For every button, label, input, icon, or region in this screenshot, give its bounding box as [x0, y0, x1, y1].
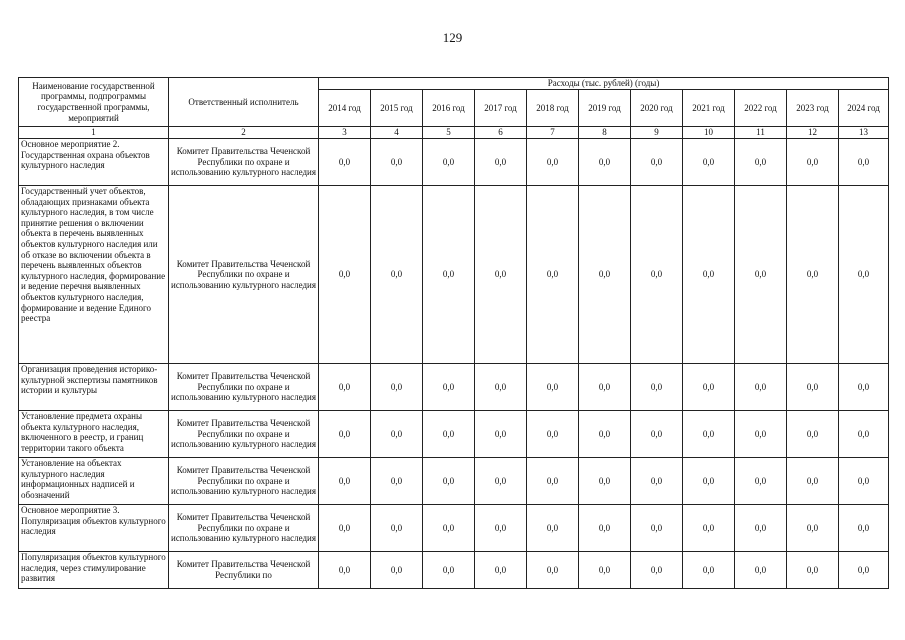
row-expense-value: 0,0 [839, 552, 889, 589]
table-row [19, 552, 889, 589]
row-expense-value: 0,0 [371, 411, 423, 458]
row-expense-value: 0,0 [527, 139, 579, 186]
row-expense-value: 0,0 [735, 505, 787, 552]
row-expense-value: 0,0 [423, 186, 475, 364]
row-expense-value: 0,0 [319, 505, 371, 552]
row-expense-value: 0,0 [371, 364, 423, 411]
column-number: 12 [787, 127, 839, 139]
row-expense-value: 0,0 [787, 139, 839, 186]
table-row [19, 411, 889, 458]
row-expense-value: 0,0 [735, 552, 787, 589]
row-expense-value: 0,0 [527, 505, 579, 552]
row-expense-value: 0,0 [631, 458, 683, 505]
row-responsible: Комитет Правительства Чеченской Республики по охране и использованию культурного наследия [169, 411, 319, 458]
row-expense-value: 0,0 [839, 186, 889, 364]
row-expense-value: 0,0 [319, 458, 371, 505]
column-number: 13 [839, 127, 889, 139]
column-number: 3 [319, 127, 371, 139]
row-responsible: Комитет Правительства Чеченской Республики по охране и использованию культурного наследия [169, 458, 319, 505]
row-activity-name: Организация проведения историко-культурной экспертизы памятников истории и культуры [19, 364, 169, 411]
row-expense-value: 0,0 [579, 458, 631, 505]
row-expense-value: 0,0 [579, 505, 631, 552]
row-expense-value: 0,0 [423, 458, 475, 505]
header-responsible-column: Ответственный исполнитель [169, 78, 319, 127]
row-expense-value: 0,0 [475, 186, 527, 364]
column-number: 7 [527, 127, 579, 139]
row-expense-value: 0,0 [423, 552, 475, 589]
row-expense-value: 0,0 [319, 411, 371, 458]
row-expense-value: 0,0 [475, 458, 527, 505]
row-expense-value: 0,0 [475, 364, 527, 411]
row-expense-value: 0,0 [579, 139, 631, 186]
header-year: 2022 год [735, 90, 787, 127]
row-expense-value: 0,0 [787, 505, 839, 552]
row-expense-value: 0,0 [735, 364, 787, 411]
header-year: 2019 год [579, 90, 631, 127]
header-expenses-group: Расходы (тыс. рублей) (годы) [319, 78, 889, 90]
row-expense-value: 0,0 [475, 552, 527, 589]
row-expense-value: 0,0 [839, 458, 889, 505]
header-year: 2015 год [371, 90, 423, 127]
row-activity-name: Основное мероприятие 2. Государственная охрана объектов культурного наследия [19, 139, 169, 186]
row-expense-value: 0,0 [527, 364, 579, 411]
table-row [19, 458, 889, 505]
row-expense-value: 0,0 [735, 458, 787, 505]
row-expense-value: 0,0 [787, 364, 839, 411]
row-expense-value: 0,0 [371, 139, 423, 186]
table-row [19, 364, 889, 411]
row-activity-name: Установление предмета охраны объекта культурного наследия, включенного в реестр, и границ территории такого объекта [19, 411, 169, 458]
row-expense-value: 0,0 [839, 364, 889, 411]
header-year: 2018 год [527, 90, 579, 127]
row-responsible: Комитет Правительства Чеченской Республики по охране и использованию культурного наследия [169, 139, 319, 186]
header-year: 2014 год [319, 90, 371, 127]
row-expense-value: 0,0 [319, 139, 371, 186]
row-expense-value: 0,0 [371, 505, 423, 552]
row-expense-value: 0,0 [319, 186, 371, 364]
row-expense-value: 0,0 [735, 139, 787, 186]
row-expense-value: 0,0 [683, 411, 735, 458]
row-expense-value: 0,0 [631, 552, 683, 589]
row-expense-value: 0,0 [423, 139, 475, 186]
row-expense-value: 0,0 [683, 139, 735, 186]
column-number: 2 [169, 127, 319, 139]
row-expense-value: 0,0 [631, 186, 683, 364]
row-expense-value: 0,0 [527, 411, 579, 458]
row-expense-value: 0,0 [371, 458, 423, 505]
row-expense-value: 0,0 [787, 411, 839, 458]
header-year: 2021 год [683, 90, 735, 127]
header-year: 2016 год [423, 90, 475, 127]
row-activity-name: Популяризация объектов культурного наследия, через стимулирование развития [19, 552, 169, 589]
row-expense-value: 0,0 [631, 139, 683, 186]
column-number: 5 [423, 127, 475, 139]
column-number: 1 [19, 127, 169, 139]
table-row [19, 505, 889, 552]
column-number: 11 [735, 127, 787, 139]
row-expense-value: 0,0 [631, 411, 683, 458]
row-expense-value: 0,0 [735, 186, 787, 364]
row-expense-value: 0,0 [839, 411, 889, 458]
row-expense-value: 0,0 [735, 411, 787, 458]
row-expense-value: 0,0 [683, 505, 735, 552]
header-name-column: Наименование государственной программы, подпрограммы государственной программы, мероприятий [19, 78, 169, 127]
row-responsible: Комитет Правительства Чеченской Республики по охране и использованию культурного наследия [169, 186, 319, 364]
row-expense-value: 0,0 [319, 364, 371, 411]
row-expense-value: 0,0 [839, 139, 889, 186]
row-expense-value: 0,0 [787, 186, 839, 364]
row-expense-value: 0,0 [423, 411, 475, 458]
column-number: 10 [683, 127, 735, 139]
budget-table [18, 77, 889, 589]
column-number: 6 [475, 127, 527, 139]
table-row [19, 186, 889, 364]
row-expense-value: 0,0 [683, 458, 735, 505]
row-expense-value: 0,0 [631, 505, 683, 552]
row-expense-value: 0,0 [579, 552, 631, 589]
row-expense-value: 0,0 [683, 552, 735, 589]
page-number: 129 [442, 30, 463, 45]
row-responsible: Комитет Правительства Чеченской Республики по [169, 552, 319, 589]
row-expense-value: 0,0 [579, 364, 631, 411]
row-responsible: Комитет Правительства Чеченской Республики по охране и использованию культурного наследия [169, 505, 319, 552]
row-expense-value: 0,0 [319, 552, 371, 589]
header-year: 2024 год [839, 90, 889, 127]
row-expense-value: 0,0 [527, 186, 579, 364]
row-expense-value: 0,0 [579, 186, 631, 364]
column-number: 8 [579, 127, 631, 139]
row-expense-value: 0,0 [839, 505, 889, 552]
table-row [19, 139, 889, 186]
row-activity-name: Основное мероприятие 3. Популяризация объектов культурного наследия [19, 505, 169, 552]
header-year: 2020 год [631, 90, 683, 127]
header-year: 2017 год [475, 90, 527, 127]
column-number: 9 [631, 127, 683, 139]
row-expense-value: 0,0 [475, 411, 527, 458]
header-row-top [19, 78, 889, 90]
row-expense-value: 0,0 [527, 552, 579, 589]
column-number-row [19, 127, 889, 139]
row-expense-value: 0,0 [475, 505, 527, 552]
row-expense-value: 0,0 [423, 505, 475, 552]
row-expense-value: 0,0 [371, 552, 423, 589]
row-expense-value: 0,0 [683, 186, 735, 364]
row-expense-value: 0,0 [787, 458, 839, 505]
header-year: 2023 год [787, 90, 839, 127]
row-activity-name: Установление на объектах культурного наследия информационных надписей и обозначений [19, 458, 169, 505]
row-expense-value: 0,0 [423, 364, 475, 411]
column-number: 4 [371, 127, 423, 139]
row-activity-name: Государственный учет объектов, обладающих признаками объекта культурного наследия, в том числе принятие решения о включении объекта в перечень выявленных объектов культурного наследия или об отказе во включении объекта в перечень выявленных объектов культурного наследия, формирование и ведение перечня выявленных объектов культурного наследия, формирование и ведение Единого реестра [19, 186, 169, 364]
row-expense-value: 0,0 [475, 139, 527, 186]
row-expense-value: 0,0 [527, 458, 579, 505]
row-responsible: Комитет Правительства Чеченской Республики по охране и использованию культурного наследия [169, 364, 319, 411]
row-expense-value: 0,0 [371, 186, 423, 364]
row-expense-value: 0,0 [631, 364, 683, 411]
row-expense-value: 0,0 [579, 411, 631, 458]
row-expense-value: 0,0 [683, 364, 735, 411]
row-expense-value: 0,0 [787, 552, 839, 589]
